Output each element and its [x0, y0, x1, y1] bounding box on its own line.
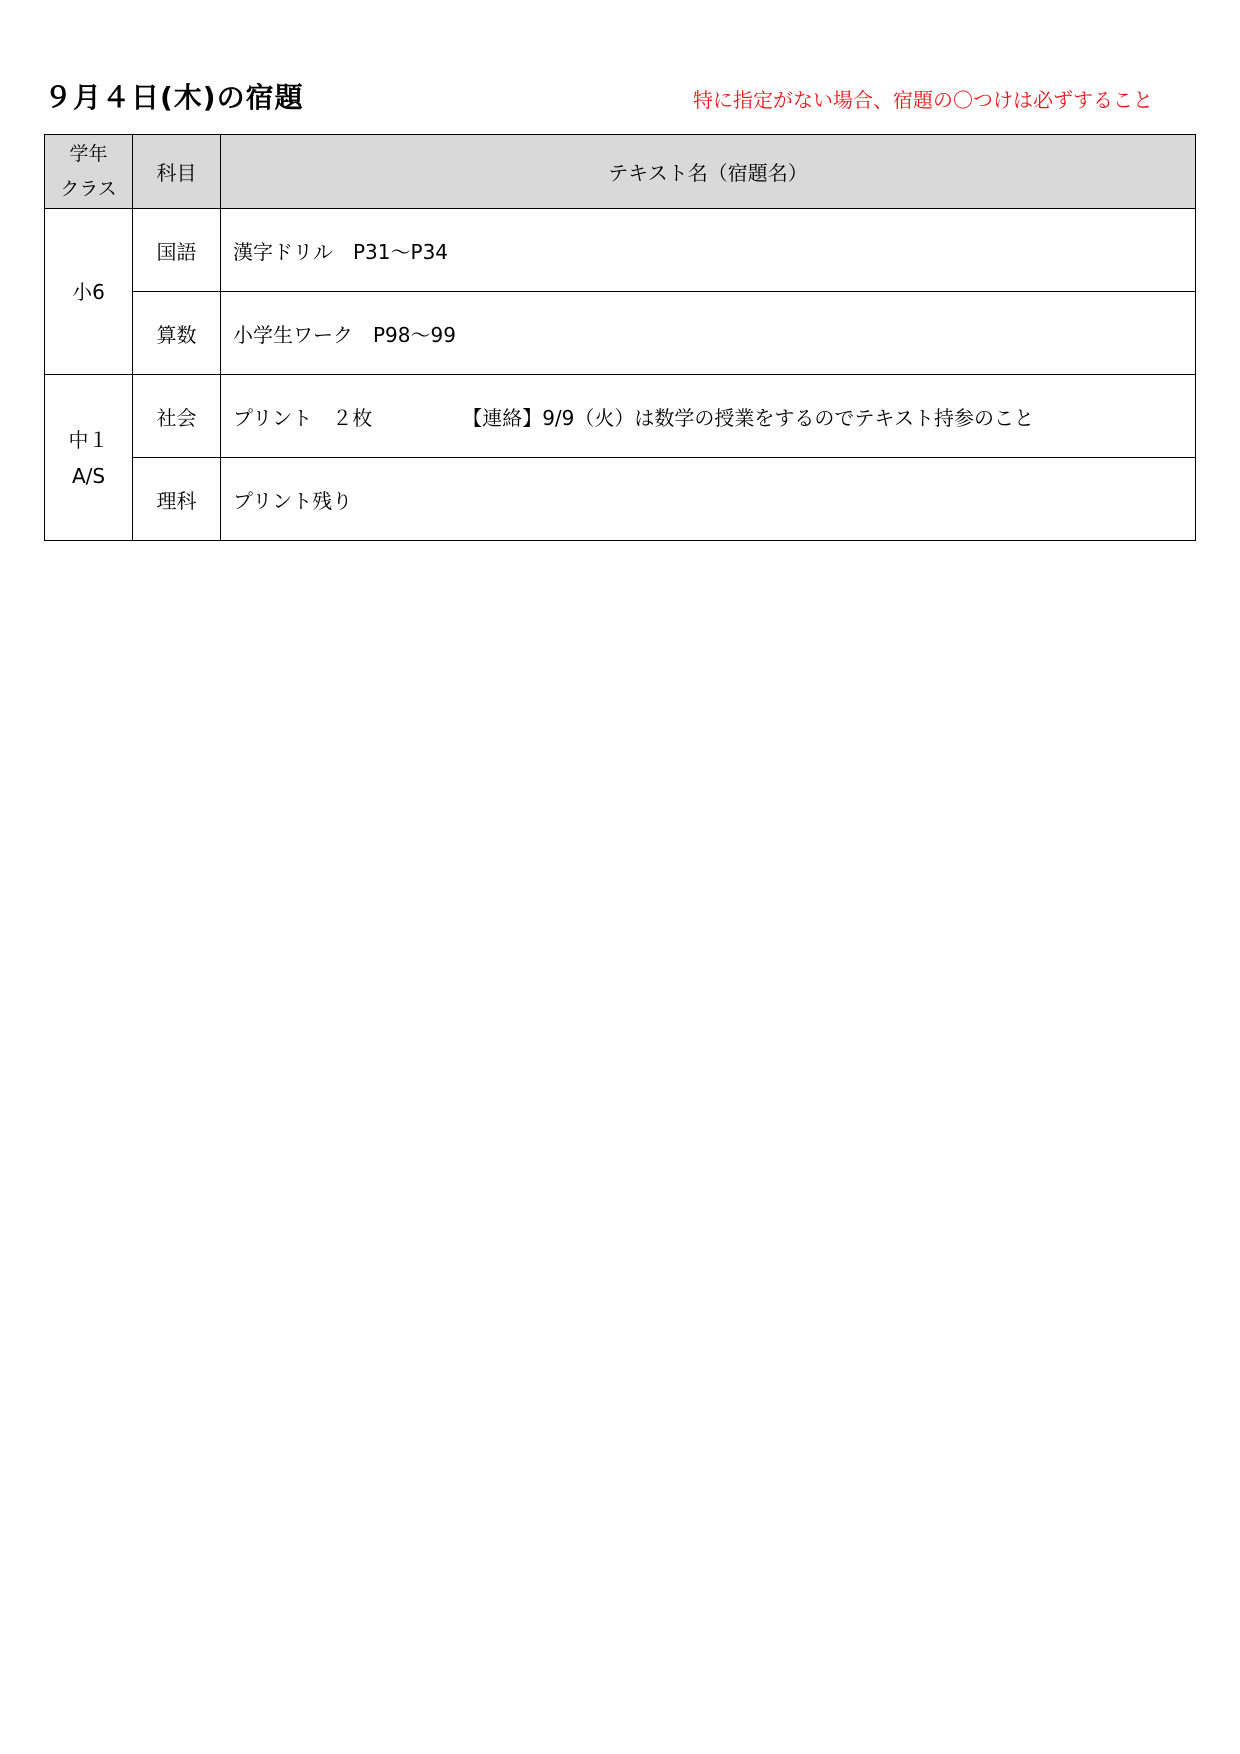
column-header-text: テキスト名（宿題名） [221, 135, 1196, 209]
homework-table [44, 134, 1196, 541]
instruction-note: 特に指定がない場合、宿題の〇つけは必ずすること [693, 88, 1153, 112]
subject-cell: 算数 [133, 292, 221, 375]
table-row [45, 292, 1196, 375]
class-cell [45, 375, 133, 541]
class-label-line2: A/S [71, 463, 106, 488]
text-cell: 小学生ワーク P98～99 [221, 292, 1196, 375]
table-row [45, 209, 1196, 292]
table-header-row [45, 135, 1196, 209]
text-cell: 漢字ドリル P31～P34 [221, 209, 1196, 292]
class-label-line1: 小6 [72, 279, 105, 304]
column-header-subject: 科目 [133, 135, 221, 209]
column-header-class-line1: 学年 [69, 142, 108, 165]
class-label-line1: 中１ [68, 427, 109, 452]
text-cell: プリント ２枚 【連絡】9/9（火）は数学の授業をするのでテキスト持参のこと [221, 375, 1196, 458]
subject-cell: 社会 [133, 375, 221, 458]
subject-cell: 理科 [133, 458, 221, 541]
text-cell: プリント残り [221, 458, 1196, 541]
page-title: ９月４日(木)の宿題 [44, 81, 304, 114]
subject-cell: 国語 [133, 209, 221, 292]
table-row [45, 458, 1196, 541]
class-cell [45, 209, 133, 375]
column-header-class [45, 135, 133, 209]
table-row [45, 375, 1196, 458]
column-header-class-line2: クラス [60, 177, 117, 200]
